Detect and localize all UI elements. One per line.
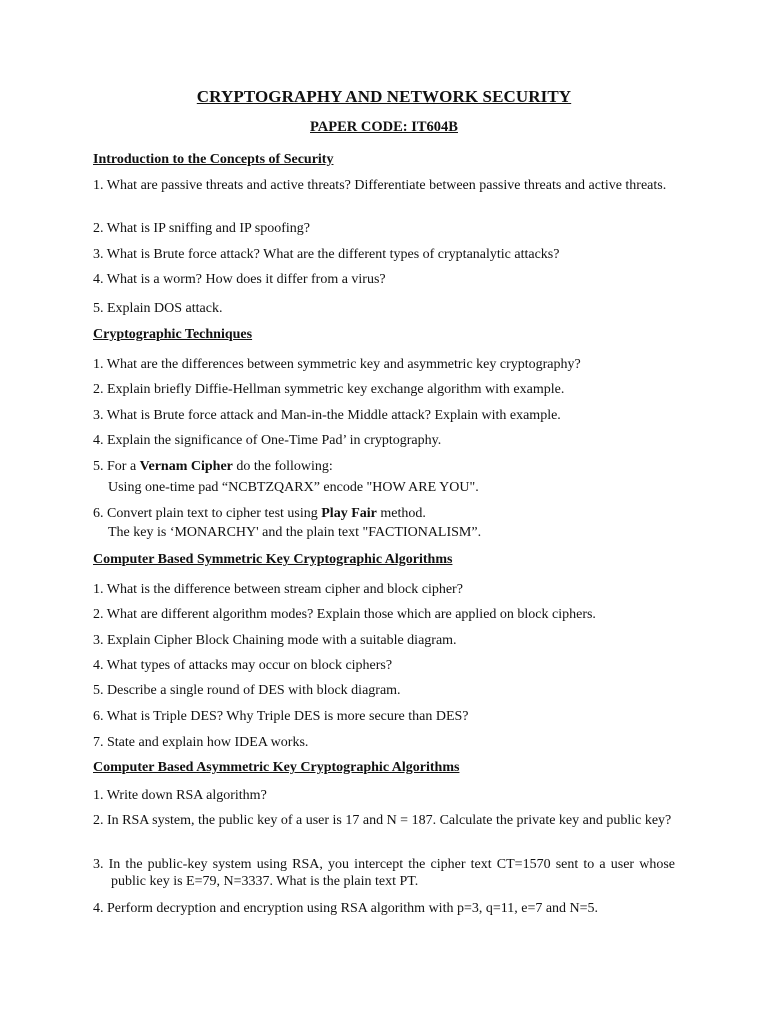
question-item: 2. What is IP sniffing and IP spoofing? — [93, 221, 310, 236]
question-item: 2. What are different algorithm modes? Explain those which are applied on block ciphers. — [93, 607, 596, 622]
page-title: CRYPTOGRAPHY AND NETWORK SECURITY — [196, 87, 572, 106]
question-text: method. — [376, 506, 426, 521]
question-item: 4. Explain the significance of One-Time Pad’ in cryptography. — [93, 433, 442, 448]
question-text: do the following: — [232, 459, 333, 474]
question-text: 5. For a — [93, 459, 140, 474]
question-item-vernam — [93, 458, 675, 496]
question-item: 2. Explain briefly Diffie-Hellman symmetric key exchange algorithm with example. — [93, 382, 565, 397]
section-heading-symmetric-algorithms: Computer Based Symmetric Key Cryptographic Algorithms — [93, 552, 453, 567]
question-item: 4. Perform decryption and encryption using RSA algorithm with p=3, q=11, e=7 and N=5. — [93, 901, 599, 916]
paper-code: PAPER CODE: IT604B — [310, 119, 458, 135]
question-item: 2. In RSA system, the public key of a user is 17 and N = 187. Calculate the private key and public key? — [93, 813, 672, 828]
question-bold-term: Play Fair — [321, 506, 377, 521]
question-item-playfair — [93, 505, 675, 541]
question-item: 3. What is Brute force attack and Man-in-the Middle attack? Explain with example. — [93, 408, 561, 423]
question-item: 7. State and explain how IDEA works. — [93, 735, 309, 750]
question-item: 3. Explain Cipher Block Chaining mode with a suitable diagram. — [93, 633, 457, 648]
question-item: 1. Write down RSA algorithm? — [93, 788, 267, 803]
question-text: 6. Convert plain text to cipher test using — [93, 506, 322, 521]
question-item: 1. What is the difference between stream cipher and block cipher? — [93, 582, 463, 597]
question-item: 3. What is Brute force attack? What are the different types of cryptanalytic attacks? — [93, 247, 560, 262]
question-item: 3. In the public-key system using RSA, you intercept the cipher text CT=1570 sent to a user whose public key is E=79, N=3337. What is the plain text PT. — [93, 857, 675, 889]
section-heading-cryptographic-techniques: Cryptographic Techniques — [93, 327, 253, 342]
section-heading-asymmetric-algorithms: Computer Based Asymmetric Key Cryptographic Algorithms — [93, 760, 460, 775]
question-item: 4. What types of attacks may occur on block ciphers? — [93, 658, 393, 673]
section-heading-security-concepts: Introduction to the Concepts of Security — [93, 152, 334, 167]
question-bold-term: Vernam Cipher — [139, 459, 233, 474]
question-item: 6. What is Triple DES? Why Triple DES is more secure than DES? — [93, 709, 469, 724]
question-subline: Using one-time pad “NCBTZQARX” encode "HOW ARE YOU". — [108, 480, 479, 495]
question-subline: The key is ‘MONARCHY' and the plain text "FACTIONALISM”. — [108, 525, 482, 540]
question-item: 5. Explain DOS attack. — [93, 301, 223, 316]
question-item: 5. Describe a single round of DES with block diagram. — [93, 683, 401, 698]
question-item: 1. What are passive threats and active threats? Differentiate between passive threats and active threats. — [93, 178, 667, 193]
question-item: 1. What are the differences between symmetric key and asymmetric key cryptography? — [93, 357, 581, 372]
question-item: 4. What is a worm? How does it differ from a virus? — [93, 272, 386, 287]
